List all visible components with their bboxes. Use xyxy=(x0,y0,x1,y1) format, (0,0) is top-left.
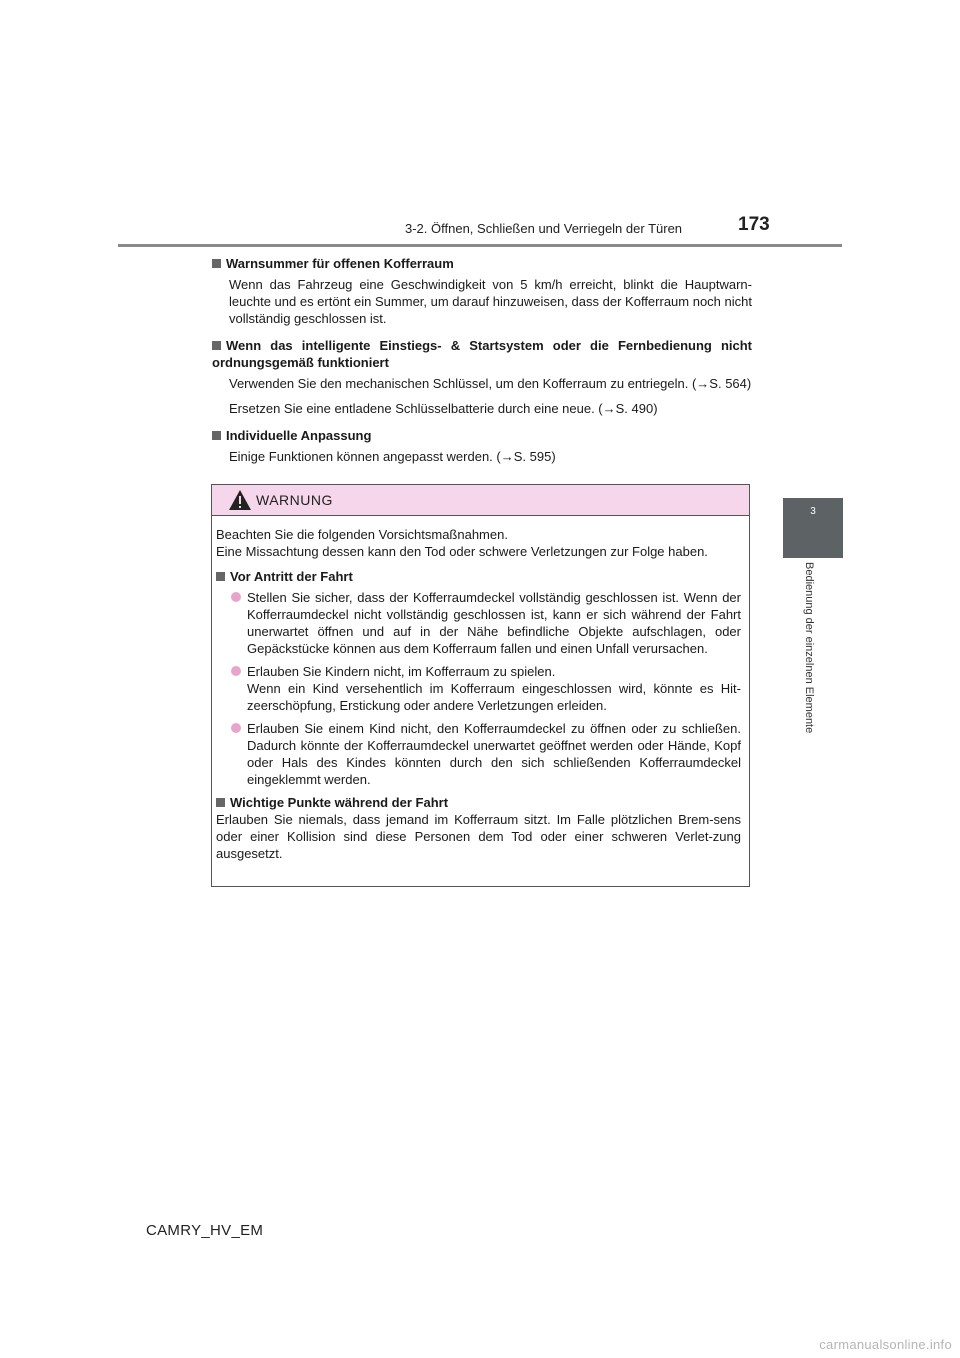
warning-subheading: Wichtige Punkte während der Fahrt xyxy=(216,794,741,811)
section-heading: Warnsummer für offenen Kofferraum xyxy=(212,255,752,272)
warning-triangle-icon xyxy=(228,489,252,511)
warning-intro: Eine Missachtung dessen kann den Tod oder schwere Verletzungen zur Folge haben. xyxy=(216,544,708,559)
header-rule xyxy=(118,244,842,247)
warning-bullet: Stellen Sie sicher, dass der Kofferraumdeckel vollständig geschlossen ist. Wenn der Kofferraumdeckel nicht vollständig geschlossen ist, kann er sich während der Fahrt unerwartet öffnen und auf in der Nähe befindliche Objekte aufschlagen, oder Gepäckstücke können aus dem Kofferraum fallen und einen Unfall verursachen. xyxy=(230,589,741,657)
watermark: carmanualsonline.info xyxy=(819,1337,952,1352)
section-paragraph: Ersetzen Sie eine entladene Schlüsselbatterie durch eine neue. (→S. 490) xyxy=(229,401,658,416)
warning-body xyxy=(212,516,749,862)
warning-subheading: Vor Antritt der Fahrt xyxy=(216,568,741,585)
running-header-title: 3-2. Öffnen, Schließen und Verriegeln der Türen xyxy=(405,221,683,236)
warning-header xyxy=(212,485,749,516)
bullet-dot-icon xyxy=(231,592,241,602)
warning-paragraph: Erlauben Sie niemals, dass jemand im Kofferraum sitzt. Im Falle plötzlichen Brem-sens oder einer Kollision sind diese Personen dem Tod oder einer schweren Verlet-zung ausgesetzt. xyxy=(216,812,741,861)
warning-title: WARNUNG xyxy=(256,492,333,508)
bullet-dot-icon xyxy=(231,666,241,676)
section-heading: Individuelle Anpassung xyxy=(212,427,752,444)
warning-bullet: Erlauben Sie einem Kind nicht, den Kofferraumdeckel zu öffnen oder zu schließen. Dadurch könnte der Kofferraumdeckel unerwartet geöffnet werden oder Hände, Kopf oder Hals des Kindes könnten durch den sich schließenden Kofferraumdeckel eingeklemmt werden. xyxy=(230,720,741,788)
section-paragraph: Wenn das Fahrzeug eine Geschwindigkeit von 5 km/h erreicht, blinkt die Hauptwarn-leuchte und es ertönt ein Summer, um darauf hinzuweisen, dass der Kofferraum noch nicht vollständig geschlossen ist. xyxy=(229,277,752,326)
chapter-label-text: Bedienung der einzelnen Elemente xyxy=(803,562,815,734)
chapter-tab xyxy=(783,498,843,558)
chapter-side-label xyxy=(803,562,817,772)
bullet-dot-icon xyxy=(231,723,241,733)
square-bullet-icon xyxy=(212,431,221,440)
warning-bullet: Erlauben Sie Kindern nicht, im Kofferraum zu spielen. Wenn ein Kind versehentlich im Kofferraum eingeschlossen wird, könnte es Hit-zeerschöpfung, Erstickung oder andere Verletzungen erleiden. xyxy=(230,663,741,714)
section-paragraph: Einige Funktionen können angepasst werden. (→S. 595) xyxy=(229,449,556,464)
section-paragraph: Verwenden Sie den mechanischen Schlüssel, um den Kofferraum zu entriegeln. (→S. 564) xyxy=(229,376,752,391)
chapter-number: 3 xyxy=(810,506,816,517)
square-bullet-icon xyxy=(216,572,225,581)
main-content xyxy=(212,255,752,469)
square-bullet-icon xyxy=(212,341,221,350)
square-bullet-icon xyxy=(216,798,225,807)
warning-box xyxy=(211,484,750,887)
manual-code: CAMRY_HV_EM xyxy=(146,1222,264,1239)
square-bullet-icon xyxy=(212,259,221,268)
warning-intro: Beachten Sie die folgenden Vorsichtsmaßnahmen. xyxy=(216,527,508,542)
page-number: 173 xyxy=(738,214,770,235)
section-heading: Wenn das intelligente Einstiegs- & Startsystem oder die Fernbedienung nicht ordnungsgemäß funktioniert xyxy=(212,338,752,370)
